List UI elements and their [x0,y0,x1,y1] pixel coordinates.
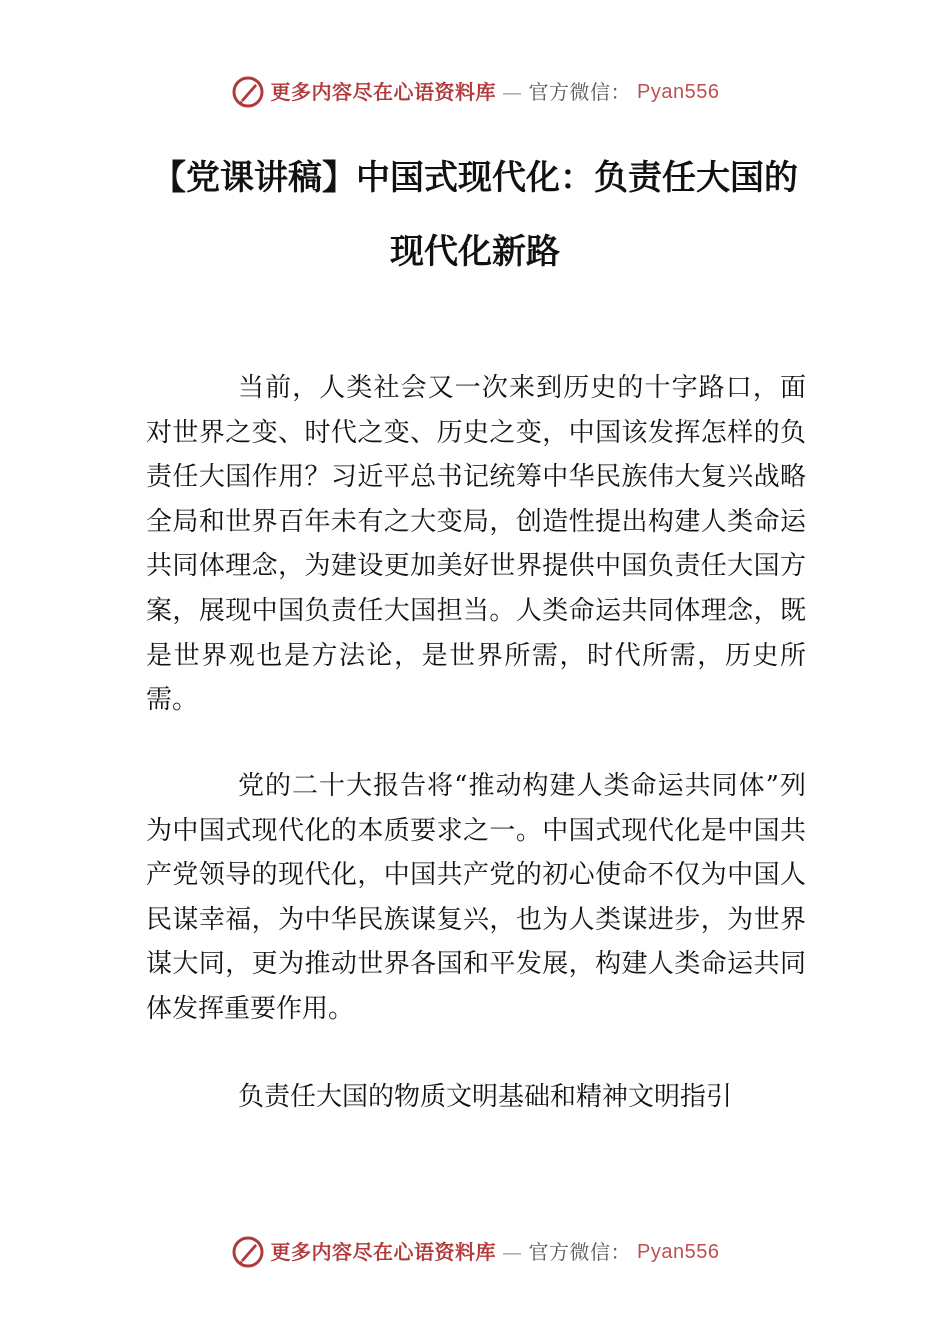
watermark-dash: — [502,80,523,104]
document-title-line-1: 【党课讲稿】中国式现代化：负责任大国的 [152,158,798,198]
header-watermark [0,72,950,112]
body-paragraph-1: 当前，人类社会又一次来到历史的十字路口，面对世界之变、时代之变、历史之变，中国该发挥怎样的负责任大国作用？习近平总书记统筹中华民族伟大复兴战略全局和世界百年未有之大变局，创造性提出构建人类命运共同体理念，为建设更加美好世界提供中国负责任大国方案，展现中国负责任大国担当。人类命运共同体理念，既是世界观也是方法论，是世界所需，时代所需，历史所需。 [146,373,806,716]
watermark-dash: — [502,1240,523,1264]
watermark-wechat-id: Pyan556 [637,81,720,103]
quill-pen-icon [231,1235,265,1269]
section-heading: 负责任大国的物质文明基础和精神文明指引 [238,1082,733,1112]
watermark-main-text: 更多内容尽在心语资料库 [270,1240,497,1264]
watermark-wechat-id: Pyan556 [637,1241,720,1263]
quill-pen-icon [231,75,265,109]
footer-watermark [0,1232,950,1272]
watermark-main-text: 更多内容尽在心语资料库 [270,80,497,104]
watermark-label: 官方微信： [528,1240,632,1264]
body-paragraph-2: 党的二十大报告将“推动构建人类命运共同体”列为中国式现代化的本质要求之一。中国式现代化是中国共产党领导的现代化，中国共产党的初心使命不仅为中国人民谋幸福，为中华民族谋复兴，也为人类谋进步，为世界谋大同，更为推动世界各国和平发展，构建人类命运共同体发挥重要作用。 [146,771,806,1024]
document-title-line-2: 现代化新路 [390,232,560,272]
watermark-label: 官方微信： [528,80,632,104]
